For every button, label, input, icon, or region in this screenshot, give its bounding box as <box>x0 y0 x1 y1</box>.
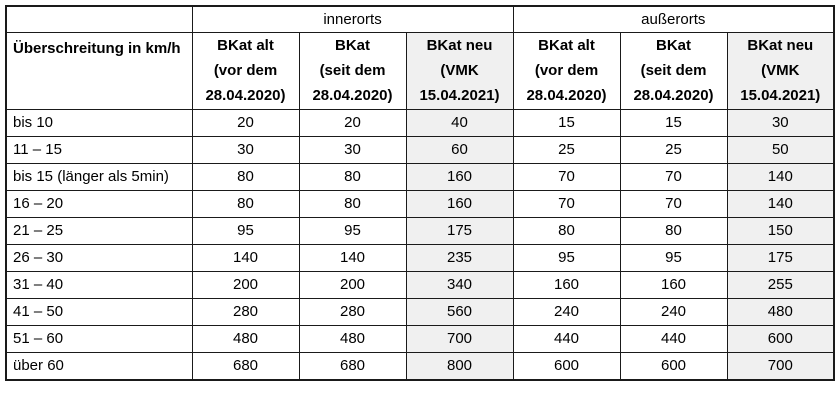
column-header-3 <box>513 32 620 109</box>
fine-value-cell: 80 <box>620 217 727 244</box>
fine-value-cell: 240 <box>513 298 620 325</box>
row-label: 11 – 15 <box>6 136 192 163</box>
fine-value-cell: 280 <box>299 298 406 325</box>
column-header-line: BKat neu <box>426 37 493 54</box>
column-header-row <box>6 32 834 109</box>
fine-value-cell: 80 <box>299 190 406 217</box>
row-label: bis 15 (länger als 5min) <box>6 163 192 190</box>
fine-value-cell: 30 <box>299 136 406 163</box>
table-row-3 <box>6 190 834 217</box>
row-label: 51 – 60 <box>6 325 192 352</box>
column-header-2 <box>406 32 513 109</box>
column-header-line: (vor dem <box>213 62 278 79</box>
fine-value-cell: 70 <box>513 190 620 217</box>
fine-value-cell: 80 <box>513 217 620 244</box>
fine-value-cell: 25 <box>620 136 727 163</box>
fine-value-cell: 40 <box>406 109 513 136</box>
table-row-5 <box>6 244 834 271</box>
row-label: 26 – 30 <box>6 244 192 271</box>
column-header-line: 15.04.2021) <box>740 87 821 104</box>
column-header-line: BKat alt <box>217 37 274 54</box>
row-label: über 60 <box>6 352 192 380</box>
column-header-line: (seit dem <box>319 62 386 79</box>
fine-value-cell: 70 <box>620 190 727 217</box>
column-header-line: (VMK <box>761 62 800 79</box>
column-header-line: 28.04.2020) <box>205 87 286 104</box>
fine-value-cell: 95 <box>620 244 727 271</box>
column-header-line: BKat <box>656 37 692 54</box>
fine-value-cell: 80 <box>192 163 299 190</box>
fine-value-cell: 15 <box>513 109 620 136</box>
fine-value-cell: 280 <box>192 298 299 325</box>
fine-value-cell: 175 <box>406 217 513 244</box>
fine-value-cell: 340 <box>406 271 513 298</box>
fine-value-cell: 140 <box>727 190 834 217</box>
fine-value-cell: 50 <box>727 136 834 163</box>
fine-value-cell: 255 <box>727 271 834 298</box>
group-header-row <box>6 6 834 32</box>
column-header-0 <box>192 32 299 109</box>
fine-value-cell: 70 <box>620 163 727 190</box>
fine-value-cell: 20 <box>192 109 299 136</box>
fine-value-cell: 440 <box>620 325 727 352</box>
fine-value-cell: 160 <box>406 190 513 217</box>
fine-value-cell: 60 <box>406 136 513 163</box>
fine-value-cell: 240 <box>620 298 727 325</box>
column-header-line: (seit dem <box>640 62 707 79</box>
fine-value-cell: 800 <box>406 352 513 380</box>
fine-value-cell: 80 <box>192 190 299 217</box>
table-row-8 <box>6 325 834 352</box>
fine-value-cell: 200 <box>299 271 406 298</box>
table-row-4 <box>6 217 834 244</box>
fine-value-cell: 700 <box>406 325 513 352</box>
fine-value-cell: 700 <box>727 352 834 380</box>
fine-value-cell: 25 <box>513 136 620 163</box>
fine-value-cell: 160 <box>513 271 620 298</box>
group-header-innerorts: innerorts <box>192 6 513 32</box>
fine-value-cell: 150 <box>727 217 834 244</box>
column-header-line: BKat <box>334 37 370 54</box>
column-header-line: 15.04.2021) <box>419 87 500 104</box>
row-label-header: Überschreitung in km/h <box>6 32 192 109</box>
fine-value-cell: 560 <box>406 298 513 325</box>
row-label: 21 – 25 <box>6 217 192 244</box>
corner-cell <box>6 6 192 32</box>
column-header-4 <box>620 32 727 109</box>
table-row-7 <box>6 298 834 325</box>
fine-value-cell: 680 <box>299 352 406 380</box>
fine-value-cell: 30 <box>727 109 834 136</box>
fine-value-cell: 600 <box>727 325 834 352</box>
table-row-6 <box>6 271 834 298</box>
fine-value-cell: 440 <box>513 325 620 352</box>
fine-value-cell: 30 <box>192 136 299 163</box>
table-row-9 <box>6 352 834 380</box>
fine-value-cell: 70 <box>513 163 620 190</box>
fine-value-cell: 95 <box>192 217 299 244</box>
column-header-line: 28.04.2020) <box>633 87 714 104</box>
speeding-fines-table <box>5 5 835 381</box>
fine-value-cell: 140 <box>299 244 406 271</box>
column-header-line: (vor dem <box>534 62 599 79</box>
column-header-line: 28.04.2020) <box>312 87 393 104</box>
fine-value-cell: 600 <box>513 352 620 380</box>
fine-value-cell: 175 <box>727 244 834 271</box>
fine-value-cell: 480 <box>192 325 299 352</box>
fine-value-cell: 95 <box>513 244 620 271</box>
fine-value-cell: 20 <box>299 109 406 136</box>
fine-value-cell: 680 <box>192 352 299 380</box>
fine-value-cell: 235 <box>406 244 513 271</box>
fine-value-cell: 80 <box>299 163 406 190</box>
column-header-line: (VMK <box>440 62 479 79</box>
row-label: bis 10 <box>6 109 192 136</box>
fine-value-cell: 140 <box>192 244 299 271</box>
table-row-0 <box>6 109 834 136</box>
column-header-line: BKat neu <box>747 37 814 54</box>
column-header-line: BKat alt <box>538 37 595 54</box>
column-header-1 <box>299 32 406 109</box>
group-header-ausserorts: außerorts <box>513 6 834 32</box>
fine-value-cell: 480 <box>727 298 834 325</box>
table-row-2 <box>6 163 834 190</box>
row-label: 16 – 20 <box>6 190 192 217</box>
fine-value-cell: 140 <box>727 163 834 190</box>
table-row-1 <box>6 136 834 163</box>
fine-value-cell: 160 <box>406 163 513 190</box>
row-label: 41 – 50 <box>6 298 192 325</box>
fine-value-cell: 200 <box>192 271 299 298</box>
fine-value-cell: 15 <box>620 109 727 136</box>
row-label: 31 – 40 <box>6 271 192 298</box>
fine-value-cell: 600 <box>620 352 727 380</box>
fine-value-cell: 160 <box>620 271 727 298</box>
fine-value-cell: 95 <box>299 217 406 244</box>
fine-value-cell: 480 <box>299 325 406 352</box>
column-header-line: 28.04.2020) <box>526 87 607 104</box>
column-header-5 <box>727 32 834 109</box>
